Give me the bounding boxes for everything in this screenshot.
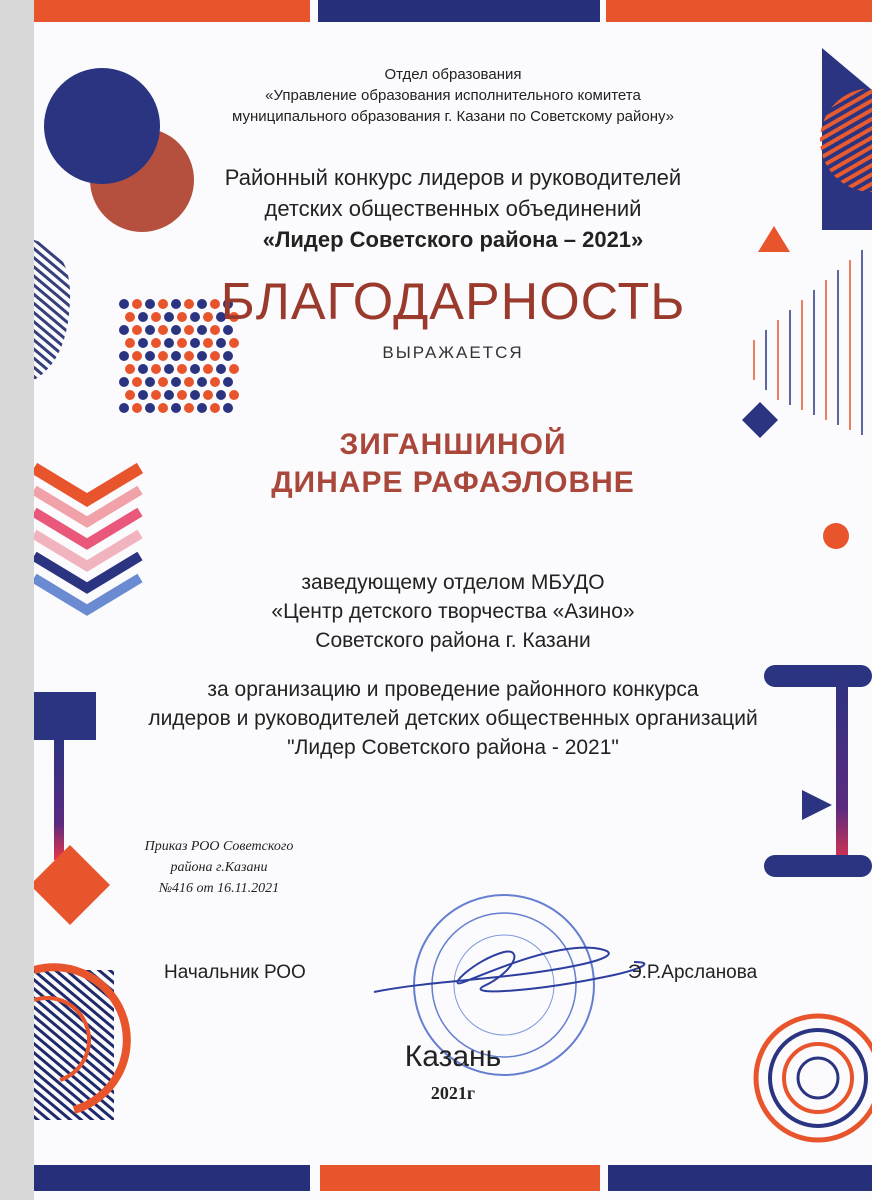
header-line-1: Отдел образования (384, 66, 522, 83)
dot (119, 377, 129, 387)
contest-line-3: «Лидер Советского района – 2021» (262, 227, 644, 252)
reason-line-3: "Лидер Советского района - 2021" (287, 736, 619, 759)
certificate-sheet (34, 0, 872, 1200)
signer-name: Э.Р.Арсланова (628, 962, 758, 983)
dot (197, 377, 207, 387)
reason-line-2: лидеров и руководителей детских общественных организаций (148, 707, 758, 730)
city: Казань (404, 1040, 502, 1073)
organization-header (34, 64, 872, 127)
dot (229, 364, 239, 374)
header-line-2: «Управление образования исполнительного комитета (265, 87, 641, 104)
dot (171, 403, 181, 413)
contest-title (34, 162, 872, 255)
dot (216, 390, 226, 400)
position-line-2: «Центр детского творчества «Азино» (271, 600, 635, 623)
dot (119, 403, 129, 413)
award-reason (34, 675, 872, 762)
position-line-3: Советского района г. Казани (315, 629, 591, 652)
recipient-name (34, 426, 872, 502)
year: 2021г (430, 1083, 476, 1103)
dot (223, 377, 233, 387)
dot (145, 403, 155, 413)
dot (171, 377, 181, 387)
dot (138, 390, 148, 400)
recipient-line-1: ЗИГАНШИНОЙ (339, 428, 567, 461)
dot (203, 390, 213, 400)
dot (184, 377, 194, 387)
dot (164, 390, 174, 400)
dot (190, 364, 200, 374)
dot (203, 364, 213, 374)
header-line-3: муниципального образования г. Казани по Советскому району» (231, 108, 675, 125)
dot (132, 377, 142, 387)
recipient-position (34, 568, 872, 655)
contest-line-1: Районный конкурс лидеров и руководителей (224, 165, 682, 190)
dot (158, 403, 168, 413)
dot (210, 377, 220, 387)
dot (197, 403, 207, 413)
dot (210, 403, 220, 413)
dot (132, 403, 142, 413)
dot (151, 390, 161, 400)
order-reference (124, 836, 314, 899)
dot (190, 390, 200, 400)
dot (229, 390, 239, 400)
order-line-2: района г.Казани (170, 860, 268, 875)
contest-line-2: детских общественных объединений (264, 196, 642, 221)
order-line-3: №416 от 16.11.2021 (158, 881, 280, 896)
dot (151, 364, 161, 374)
position-line-1: заведующему отделом МБУДО (301, 571, 605, 594)
dot (158, 377, 168, 387)
dot (145, 377, 155, 387)
dot (216, 364, 226, 374)
dot (125, 390, 135, 400)
dot (138, 364, 148, 374)
expressed-label: ВЫРАЖАЕТСЯ (382, 343, 524, 362)
reason-line-1: за организацию и проведение районного конкурса (207, 678, 699, 701)
dot (184, 403, 194, 413)
dot (223, 403, 233, 413)
dot (177, 364, 187, 374)
recipient-line-2: ДИНАРЕ РАФАЭЛОВНЕ (271, 466, 635, 499)
order-line-1: Приказ РОО Советского (144, 839, 294, 854)
dot (177, 390, 187, 400)
dot (164, 364, 174, 374)
certificate-title: БЛАГОДАРНОСТЬ (220, 273, 686, 331)
chief-title: Начальник РОО (164, 962, 306, 983)
dot (125, 364, 135, 374)
